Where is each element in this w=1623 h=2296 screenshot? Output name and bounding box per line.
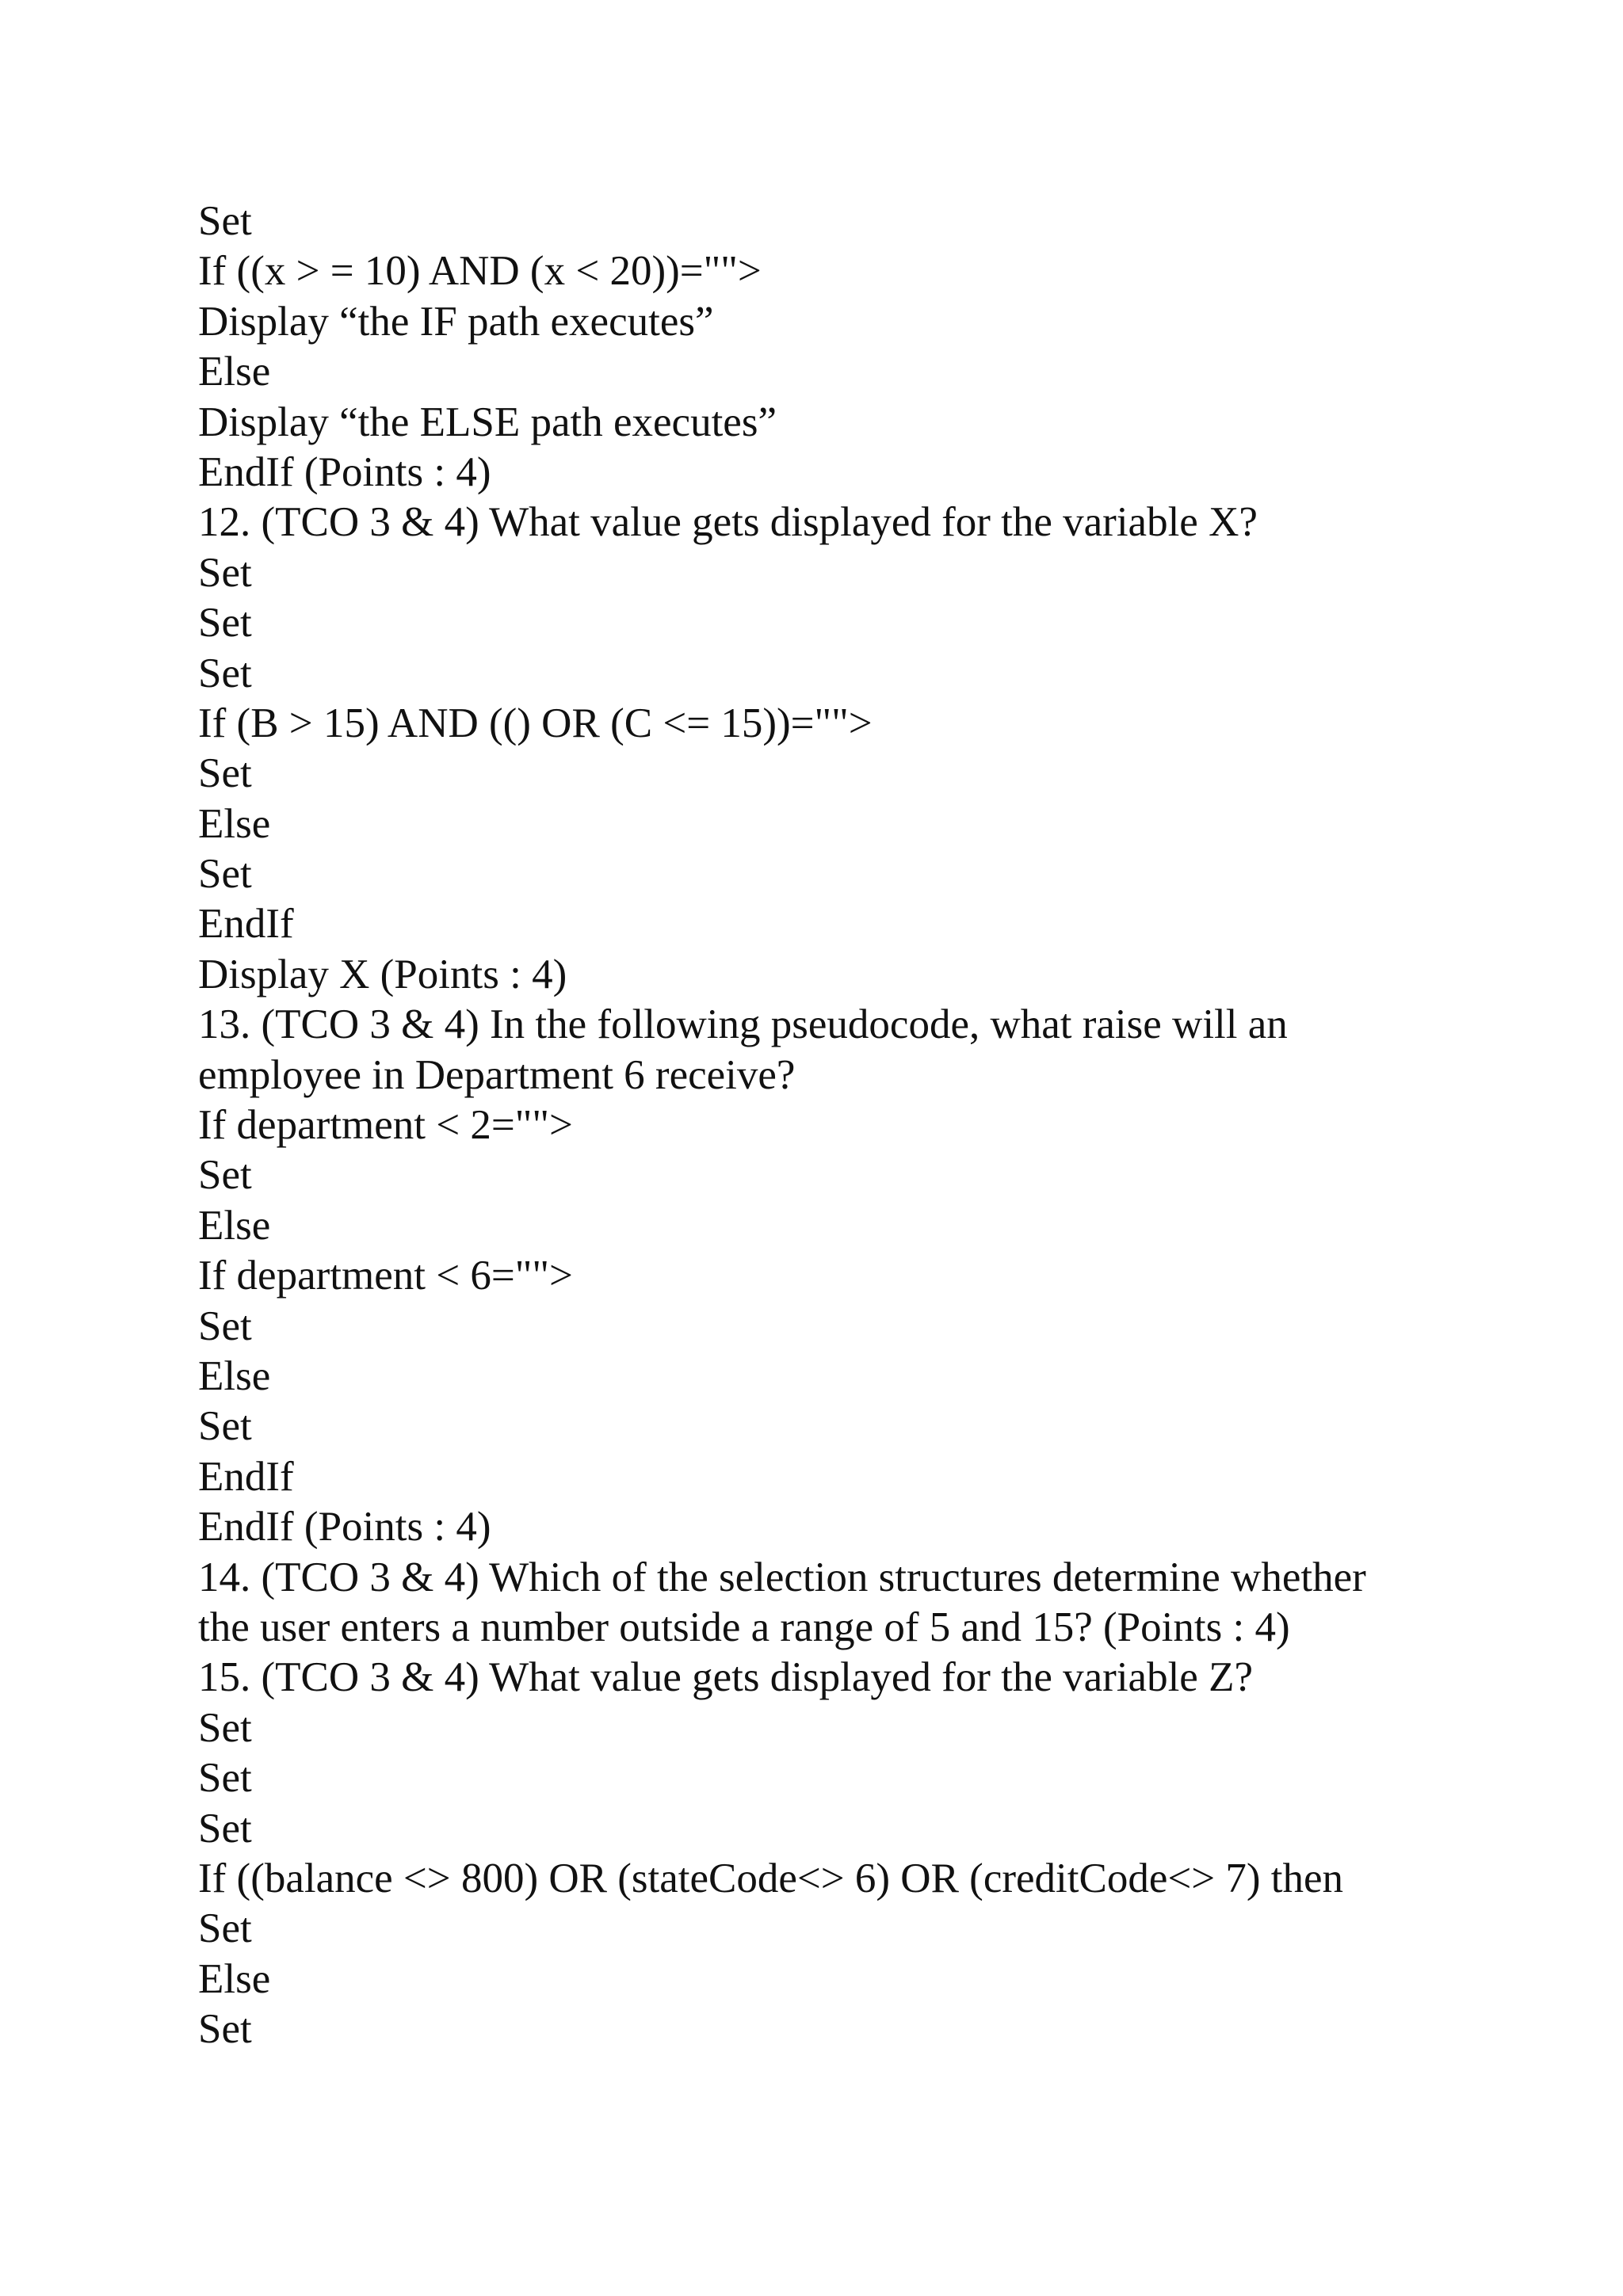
code-line-if-condition: If ((x > = 10) AND (x < 20))=""> xyxy=(198,248,762,295)
code-line-endif: EndIf xyxy=(198,901,294,948)
code-line-set: Set xyxy=(198,1704,252,1751)
code-line-set: Set xyxy=(198,650,252,696)
code-line-set: Set xyxy=(198,600,252,646)
code-line-set: Set xyxy=(198,1755,252,1802)
question-13-text: 13. (TCO 3 & 4) In the following pseudocode, what raise will an xyxy=(198,1001,1288,1048)
code-line-set: Set xyxy=(198,1805,252,1852)
code-line-display: Display X (Points : 4) xyxy=(198,951,567,997)
code-line-endif: EndIf (Points : 4) xyxy=(198,448,491,495)
code-line-else: Else xyxy=(198,800,271,847)
code-line-set: Set xyxy=(198,1152,252,1199)
code-line-set: Set xyxy=(198,1403,252,1450)
question-13-text-continued: employee in Department 6 receive? xyxy=(198,1051,796,1098)
code-line-if-condition: If (B > 15) AND (() OR (C <= 15))=""> xyxy=(198,700,873,746)
question-14-text-continued: the user enters a number outside a range of 5 and 15? (Points : 4) xyxy=(198,1604,1290,1650)
question-12-text: 12. (TCO 3 & 4) What value gets displayed for the variable X? xyxy=(198,499,1258,546)
code-line-set: Set xyxy=(198,2006,252,2053)
code-line-set: Set xyxy=(198,198,252,244)
document-body xyxy=(198,196,1466,2054)
code-line-else: Else xyxy=(198,1202,271,1249)
code-line-else: Else xyxy=(198,1352,271,1399)
code-line-if-condition: If ((balance <> 800) OR (stateCode<> 6) OR (creditCode<> 7) then xyxy=(198,1855,1344,1901)
code-line-if-condition: If department < 2=""> xyxy=(198,1102,573,1149)
code-line-set: Set xyxy=(198,549,252,596)
code-line-if-condition: If department < 6=""> xyxy=(198,1253,573,1299)
code-line-set: Set xyxy=(198,1302,252,1349)
code-line-set: Set xyxy=(198,851,252,898)
code-line-else: Else xyxy=(198,349,271,395)
question-14-text: 14. (TCO 3 & 4) Which of the selection structures determine whether xyxy=(198,1554,1366,1600)
code-line-display: Display “the IF path executes” xyxy=(198,298,714,345)
code-line-endif: EndIf (Points : 4) xyxy=(198,1504,491,1550)
code-line-set: Set xyxy=(198,1905,252,1952)
code-line-endif: EndIf xyxy=(198,1453,294,1500)
code-line-display: Display “the ELSE path executes” xyxy=(198,399,777,445)
question-15-text: 15. (TCO 3 & 4) What value gets displayed for the variable Z? xyxy=(198,1654,1253,1701)
code-line-set: Set xyxy=(198,750,252,797)
code-line-else: Else xyxy=(198,1955,271,2002)
